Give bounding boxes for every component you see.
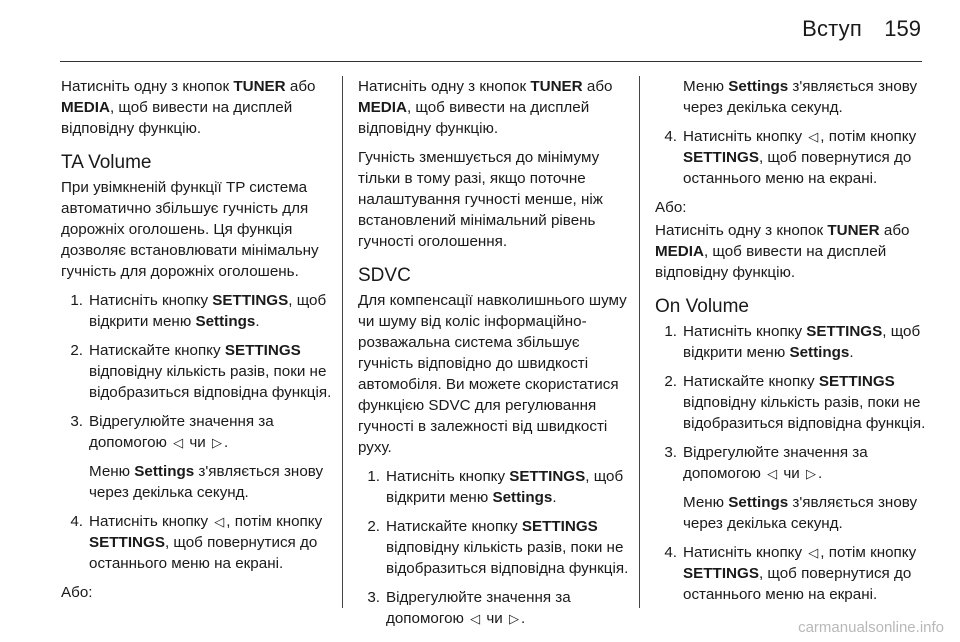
intro-paragraph: Натисніть одну з кнопок TUNER або MEDIA, щоб вивести на дисплей відповідну функцію.: [61, 78, 316, 137]
step-item: 2. Натискайте кнопку SETTINGS відповідну кількість разів, поки не відобразиться відповідна функція.: [70, 342, 332, 401]
right-arrow-icon: ▷: [211, 435, 222, 450]
column-divider: [639, 76, 640, 608]
step-item: 3. Відрегулюйте значення за допомогою ◁ чи ▷ .: [664, 444, 868, 482]
right-arrow-icon: ▷: [508, 611, 519, 626]
step-item: 1. Натисніть кнопку SETTINGS, щоб відкрити меню Settings.: [664, 323, 921, 361]
section-heading-ta-volume: TA Volume: [61, 152, 152, 173]
page-title: Вступ: [802, 16, 862, 41]
column-2: [358, 76, 638, 637]
intro-paragraph: Натисніть одну з кнопок TUNER або MEDIA, щоб вивести на дисплей відповідну функцію.: [358, 78, 613, 137]
or-label: Або:: [655, 199, 687, 216]
step-item: 4. Натисніть кнопку ◁ , потім кнопку SETTINGS, щоб повернутися до останнього меню на екрані.: [664, 128, 917, 187]
step-item: 3. Відрегулюйте значення за допомогою ◁ чи ▷ .: [367, 589, 571, 627]
step-item: 1. Натисніть кнопку SETTINGS, щоб відкрити меню Settings.: [70, 292, 327, 330]
left-arrow-icon: ◁: [470, 611, 481, 626]
page-number: 159: [884, 16, 921, 41]
left-arrow-icon: ◁: [173, 435, 184, 450]
right-arrow-icon: ▷: [805, 466, 816, 481]
step-item: 4. Натисніть кнопку ◁ , потім кнопку SETTINGS, щоб повернутися до останнього меню на екрані.: [664, 544, 917, 603]
column-1: [61, 76, 341, 611]
step-item: 2. Натискайте кнопку SETTINGS відповідну кількість разів, поки не відобразиться відповідна функція.: [367, 518, 629, 577]
left-arrow-icon: ◁: [767, 466, 778, 481]
or-label: Або:: [61, 584, 93, 601]
section-description: Для компенсації навколишнього шуму чи шуму від коліс інформаційно-розважальна система збільшує гучність відповідно до швидкості автомобіля. Ви можете скористатися функцією SDVC для регулювання гучності в залежності від швидкості руху.: [358, 292, 627, 456]
column-divider: [342, 76, 343, 608]
note-paragraph: Меню Settings з'являється знову через декілька секунд.: [683, 494, 918, 532]
left-arrow-icon: ◁: [214, 514, 225, 529]
note-paragraph: Меню Settings з'являється знову через декілька секунд.: [683, 78, 918, 116]
watermark: carmanualsonline.info: [798, 619, 944, 636]
step-item: 3. Відрегулюйте значення за допомогою ◁ чи ▷ .: [70, 413, 274, 451]
step-item: 2. Натискайте кнопку SETTINGS відповідну кількість разів, поки не відобразиться відповідна функція.: [664, 373, 926, 432]
column-3: [655, 76, 935, 613]
left-arrow-icon: ◁: [808, 129, 819, 144]
intro-paragraph: Натисніть одну з кнопок TUNER або MEDIA, щоб вивести на дисплей відповідну функцію.: [655, 222, 910, 281]
section-heading-on-volume: On Volume: [655, 296, 749, 317]
section-description: При увімкненій функції TP система автоматично збільшує гучність для дорожніх оголошень. Ця функція дозволяє встановлювати мінімальну гучність для дорожніх оголошень.: [61, 179, 319, 280]
header-rule: [60, 61, 922, 62]
section-heading-sdvc: SDVC: [358, 265, 411, 286]
volume-note-paragraph: Гучність зменшується до мінімуму тільки в тому разі, якщо поточне налаштування гучності менше, ніж встановлений мінімальний рівень гучності оголошення.: [358, 149, 603, 250]
step-item: 1. Натисніть кнопку SETTINGS, щоб відкрити меню Settings.: [367, 468, 624, 506]
page-header: [0, 0, 960, 60]
note-paragraph: Меню Settings з'являється знову через декілька секунд.: [89, 463, 324, 501]
left-arrow-icon: ◁: [808, 545, 819, 560]
step-item: 4. Натисніть кнопку ◁ , потім кнопку SETTINGS, щоб повернутися до останнього меню на екрані.: [70, 513, 323, 572]
